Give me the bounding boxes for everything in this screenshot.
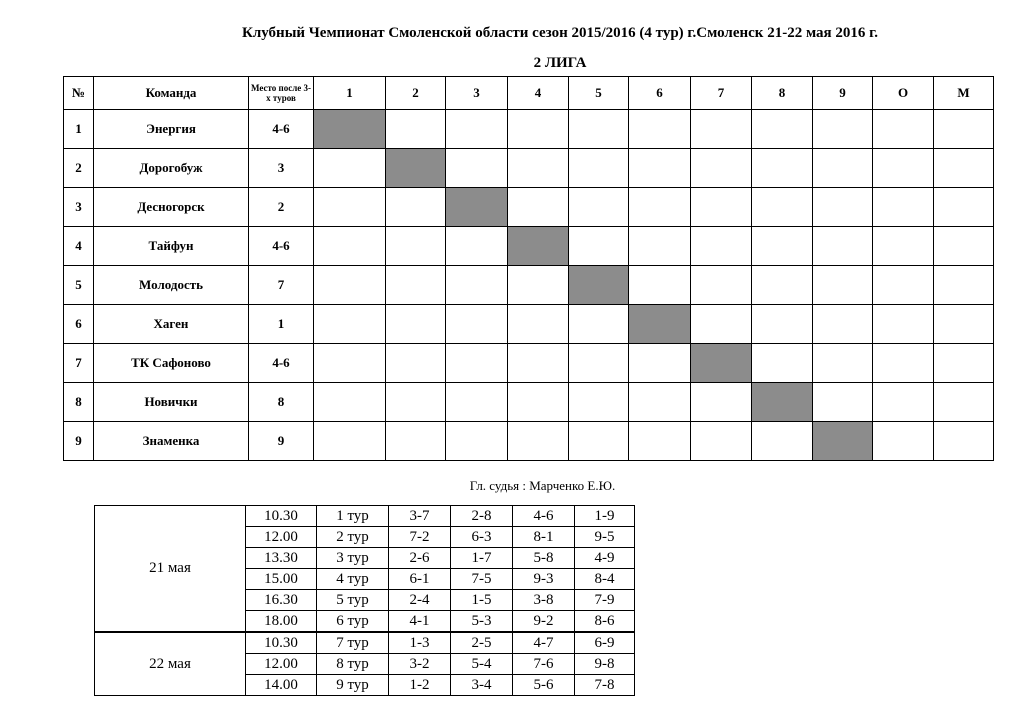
schedule-date: 22 мая xyxy=(95,632,246,696)
schedule-round: 2 тур xyxy=(317,527,389,548)
team-number: 6 xyxy=(64,305,94,344)
result-cell xyxy=(314,149,386,188)
schedule-round: 4 тур xyxy=(317,569,389,590)
chief-judge: Гл. судья : Марченко Е.Ю. xyxy=(469,478,616,493)
schedule-round: 7 тур xyxy=(317,632,389,654)
schedule-time: 16.30 xyxy=(246,590,317,611)
result-cell xyxy=(752,305,813,344)
result-cell xyxy=(569,149,629,188)
schedule-game: 2-8 xyxy=(451,506,513,527)
team-row xyxy=(64,383,994,422)
result-cell xyxy=(314,422,386,461)
result-cell xyxy=(508,149,569,188)
team-name: Десногорск xyxy=(94,188,249,227)
schedule-game: 1-2 xyxy=(389,675,451,696)
diagonal-cell xyxy=(569,266,629,305)
team-number: 1 xyxy=(64,110,94,149)
result-cell xyxy=(752,422,813,461)
result-cell xyxy=(569,422,629,461)
schedule-game: 2-6 xyxy=(389,548,451,569)
schedule-game: 5-3 xyxy=(451,611,513,633)
result-cell xyxy=(629,344,691,383)
points-cell xyxy=(873,227,934,266)
schedule-game: 3-7 xyxy=(389,506,451,527)
result-cell xyxy=(813,383,873,422)
rank-cell xyxy=(934,344,994,383)
result-cell xyxy=(629,110,691,149)
result-cell xyxy=(691,305,752,344)
diagonal-cell xyxy=(752,383,813,422)
team-row xyxy=(64,188,994,227)
result-cell xyxy=(752,110,813,149)
header-col-8: 8 xyxy=(752,77,813,110)
team-number: 7 xyxy=(64,344,94,383)
header-num: № xyxy=(64,77,94,110)
diagonal-cell xyxy=(691,344,752,383)
schedule-game: 9-3 xyxy=(513,569,575,590)
result-cell xyxy=(691,227,752,266)
team-name: Энергия xyxy=(94,110,249,149)
team-number: 9 xyxy=(64,422,94,461)
team-place: 3 xyxy=(249,149,314,188)
schedule-game: 1-5 xyxy=(451,590,513,611)
result-cell xyxy=(752,266,813,305)
result-cell xyxy=(314,305,386,344)
points-cell xyxy=(873,383,934,422)
team-name: Новички xyxy=(94,383,249,422)
result-cell xyxy=(446,422,508,461)
schedule-game: 5-6 xyxy=(513,675,575,696)
header-col-6: 6 xyxy=(629,77,691,110)
schedule-round: 3 тур xyxy=(317,548,389,569)
schedule-game: 9-2 xyxy=(513,611,575,633)
result-cell xyxy=(446,344,508,383)
result-cell xyxy=(691,383,752,422)
schedule-game: 6-9 xyxy=(575,632,635,654)
rank-cell xyxy=(934,266,994,305)
schedule-row xyxy=(95,506,635,527)
result-cell xyxy=(386,188,446,227)
schedule-game: 8-1 xyxy=(513,527,575,548)
header-col-2: 2 xyxy=(386,77,446,110)
result-cell xyxy=(508,266,569,305)
team-place: 4-6 xyxy=(249,227,314,266)
result-cell xyxy=(813,344,873,383)
schedule-game: 2-5 xyxy=(451,632,513,654)
header-team: Команда xyxy=(94,77,249,110)
header-col-3: 3 xyxy=(446,77,508,110)
team-place: 1 xyxy=(249,305,314,344)
result-cell xyxy=(314,227,386,266)
team-name: ТК Сафоново xyxy=(94,344,249,383)
schedule-time: 13.30 xyxy=(246,548,317,569)
team-name: Знаменка xyxy=(94,422,249,461)
schedule-round: 1 тур xyxy=(317,506,389,527)
result-cell xyxy=(508,383,569,422)
result-cell xyxy=(813,110,873,149)
points-cell xyxy=(873,149,934,188)
schedule-round: 6 тур xyxy=(317,611,389,633)
result-cell xyxy=(569,383,629,422)
team-row xyxy=(64,305,994,344)
team-name: Тайфун xyxy=(94,227,249,266)
schedule-game: 7-9 xyxy=(575,590,635,611)
header-rank: М xyxy=(934,77,994,110)
team-row xyxy=(64,110,994,149)
result-cell xyxy=(314,266,386,305)
schedule-time: 15.00 xyxy=(246,569,317,590)
result-cell xyxy=(314,383,386,422)
header-col-9: 9 xyxy=(813,77,873,110)
team-number: 3 xyxy=(64,188,94,227)
result-cell xyxy=(629,422,691,461)
result-cell xyxy=(508,110,569,149)
result-cell xyxy=(691,422,752,461)
schedule-game: 3-4 xyxy=(451,675,513,696)
result-cell xyxy=(691,266,752,305)
team-place: 8 xyxy=(249,383,314,422)
result-cell xyxy=(569,188,629,227)
schedule-game: 7-5 xyxy=(451,569,513,590)
result-cell xyxy=(386,344,446,383)
schedule-round: 9 тур xyxy=(317,675,389,696)
result-cell xyxy=(508,188,569,227)
schedule-row xyxy=(95,632,635,654)
schedule-game: 5-4 xyxy=(451,654,513,675)
result-cell xyxy=(813,188,873,227)
result-cell xyxy=(813,227,873,266)
schedule-game: 3-2 xyxy=(389,654,451,675)
rank-cell xyxy=(934,188,994,227)
header-points: О xyxy=(873,77,934,110)
schedule-time: 10.30 xyxy=(246,632,317,654)
team-row xyxy=(64,344,994,383)
diagonal-cell xyxy=(446,188,508,227)
points-cell xyxy=(873,188,934,227)
rank-cell xyxy=(934,149,994,188)
result-cell xyxy=(569,227,629,266)
schedule-game: 2-4 xyxy=(389,590,451,611)
schedule-time: 12.00 xyxy=(246,654,317,675)
header-col-1: 1 xyxy=(314,77,386,110)
points-cell xyxy=(873,422,934,461)
schedule-game: 4-1 xyxy=(389,611,451,633)
result-cell xyxy=(691,188,752,227)
result-cell xyxy=(446,305,508,344)
result-cell xyxy=(691,149,752,188)
schedule-game: 9-8 xyxy=(575,654,635,675)
result-cell xyxy=(386,110,446,149)
header-col-4: 4 xyxy=(508,77,569,110)
rank-cell xyxy=(934,383,994,422)
rank-cell xyxy=(934,305,994,344)
diagonal-cell xyxy=(386,149,446,188)
rank-cell xyxy=(934,110,994,149)
result-cell xyxy=(569,110,629,149)
schedule-round: 8 тур xyxy=(317,654,389,675)
schedule-game: 1-3 xyxy=(389,632,451,654)
result-cell xyxy=(813,266,873,305)
result-cell xyxy=(813,305,873,344)
points-cell xyxy=(873,266,934,305)
schedule-round: 5 тур xyxy=(317,590,389,611)
result-cell xyxy=(569,344,629,383)
diagonal-cell xyxy=(813,422,873,461)
team-number: 5 xyxy=(64,266,94,305)
header-col-5: 5 xyxy=(569,77,629,110)
team-place: 2 xyxy=(249,188,314,227)
result-cell xyxy=(752,149,813,188)
result-cell xyxy=(446,110,508,149)
schedule-game: 9-5 xyxy=(575,527,635,548)
result-cell xyxy=(314,188,386,227)
result-cell xyxy=(629,266,691,305)
result-cell xyxy=(386,383,446,422)
schedule-game: 5-8 xyxy=(513,548,575,569)
diagonal-cell xyxy=(508,227,569,266)
schedule-game: 8-6 xyxy=(575,611,635,633)
schedule-game: 4-6 xyxy=(513,506,575,527)
team-place: 9 xyxy=(249,422,314,461)
team-row xyxy=(64,266,994,305)
schedule-game: 4-7 xyxy=(513,632,575,654)
team-place: 7 xyxy=(249,266,314,305)
schedule-game: 6-3 xyxy=(451,527,513,548)
result-cell xyxy=(508,422,569,461)
schedule-game: 4-9 xyxy=(575,548,635,569)
result-cell xyxy=(508,305,569,344)
result-cell xyxy=(386,227,446,266)
result-cell xyxy=(752,344,813,383)
result-cell xyxy=(446,227,508,266)
schedule-game: 8-4 xyxy=(575,569,635,590)
rank-cell xyxy=(934,227,994,266)
header-row xyxy=(64,77,994,110)
result-cell xyxy=(386,422,446,461)
result-cell xyxy=(629,149,691,188)
schedule-time: 12.00 xyxy=(246,527,317,548)
schedule-time: 14.00 xyxy=(246,675,317,696)
result-cell xyxy=(508,344,569,383)
diagonal-cell xyxy=(314,110,386,149)
result-cell xyxy=(446,266,508,305)
schedule-game: 7-6 xyxy=(513,654,575,675)
result-cell xyxy=(629,188,691,227)
points-cell xyxy=(873,305,934,344)
result-cell xyxy=(691,110,752,149)
team-name: Хаген xyxy=(94,305,249,344)
result-cell xyxy=(813,149,873,188)
document-title: Клубный Чемпионат Смоленской области сезон 2015/2016 (4 тур) г.Смоленск 21-22 мая 2016 г. xyxy=(241,25,879,41)
standings-table xyxy=(63,76,994,461)
team-place: 4-6 xyxy=(249,110,314,149)
schedule-game: 7-8 xyxy=(575,675,635,696)
schedule-table xyxy=(94,505,635,696)
points-cell xyxy=(873,110,934,149)
team-number: 2 xyxy=(64,149,94,188)
points-cell xyxy=(873,344,934,383)
team-row xyxy=(64,227,994,266)
team-row xyxy=(64,422,994,461)
result-cell xyxy=(629,227,691,266)
result-cell xyxy=(569,305,629,344)
schedule-date: 21 мая xyxy=(95,506,246,633)
result-cell xyxy=(386,305,446,344)
team-row xyxy=(64,149,994,188)
header-col-7: 7 xyxy=(691,77,752,110)
league-title: 2 ЛИГА xyxy=(533,55,587,71)
team-name: Молодость xyxy=(94,266,249,305)
schedule-game: 3-8 xyxy=(513,590,575,611)
schedule-game: 1-9 xyxy=(575,506,635,527)
schedule-game: 6-1 xyxy=(389,569,451,590)
result-cell xyxy=(629,383,691,422)
result-cell xyxy=(314,344,386,383)
result-cell xyxy=(446,383,508,422)
team-name: Дорогобуж xyxy=(94,149,249,188)
diagonal-cell xyxy=(629,305,691,344)
rank-cell xyxy=(934,422,994,461)
team-place: 4-6 xyxy=(249,344,314,383)
header-place: Место после 3-х туров xyxy=(249,77,314,110)
schedule-game: 1-7 xyxy=(451,548,513,569)
team-number: 8 xyxy=(64,383,94,422)
schedule-time: 18.00 xyxy=(246,611,317,633)
schedule-time: 10.30 xyxy=(246,506,317,527)
result-cell xyxy=(752,227,813,266)
result-cell xyxy=(752,188,813,227)
team-number: 4 xyxy=(64,227,94,266)
schedule-game: 7-2 xyxy=(389,527,451,548)
result-cell xyxy=(386,266,446,305)
result-cell xyxy=(446,149,508,188)
